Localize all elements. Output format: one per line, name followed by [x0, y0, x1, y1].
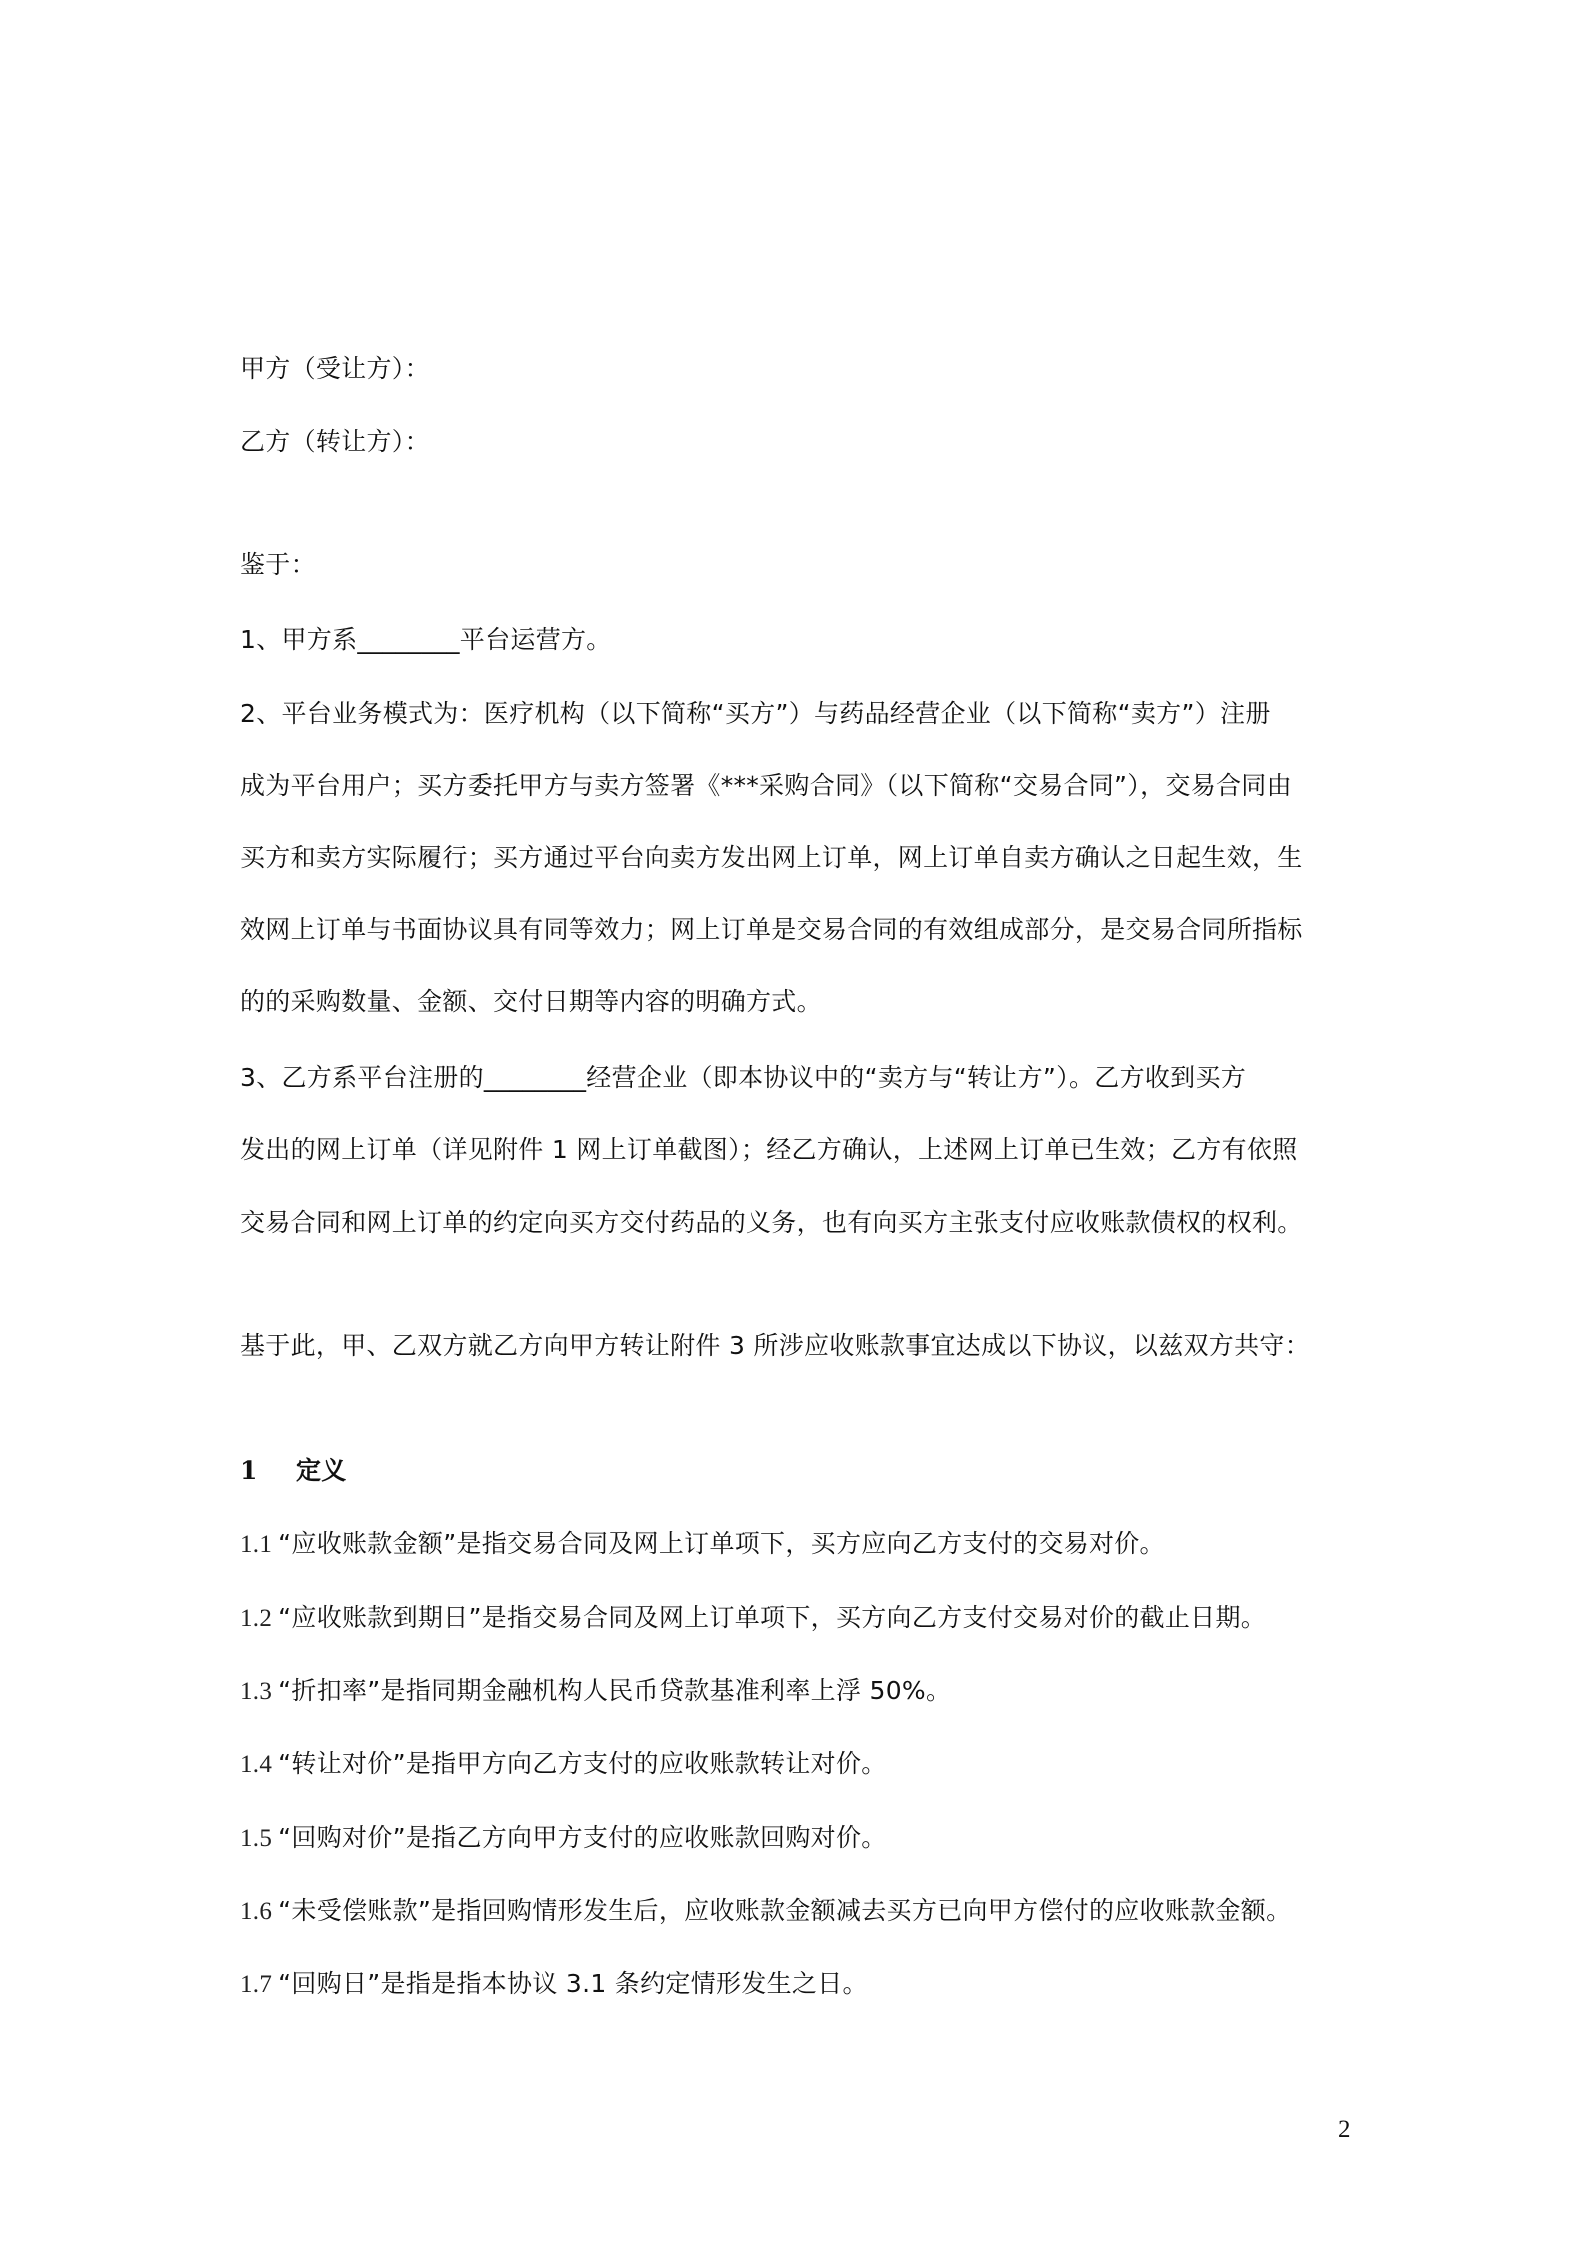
- definition-number: 1.6: [240, 1898, 273, 1925]
- definition-number: 1.4: [240, 1751, 273, 1778]
- definition-item: [240, 1600, 1266, 1637]
- recital-line: 效网上订单与书面协议具有同等效力；网上订单是交易合同的有效组成部分，是交易合同所指标: [240, 915, 1303, 944]
- definition-text: “转让对价”是指甲方向乙方支付的应收账款转让对价。: [278, 1749, 887, 1778]
- page-number: 2: [1338, 2116, 1351, 2143]
- whereas-label: 鉴于：: [240, 550, 316, 579]
- definition-item: [240, 1526, 1165, 1563]
- definition-item: [240, 1673, 951, 1710]
- definition-text: “折扣率”是指同期金融机构人民币贷款基准利率上浮 50%。: [278, 1676, 952, 1705]
- definition-item: [240, 1966, 868, 2003]
- definition-number: 1.2: [240, 1605, 273, 1632]
- definition-number: 1.5: [240, 1825, 273, 1852]
- recital-line: 买方和卖方实际履行；买方通过平台向卖方发出网上订单，网上订单自卖方确认之日起生效，生: [240, 843, 1303, 872]
- definition-text: “回购日”是指是指本协议 3.1 条约定情形发生之日。: [278, 1969, 868, 1998]
- definition-item: [240, 1746, 887, 1783]
- section-title: 定义: [296, 1456, 347, 1485]
- recital-line: 成为平台用户；买方委托甲方与卖方签署《***采购合同》（以下简称“交易合同”），交易合同由: [240, 771, 1292, 800]
- definition-text: “应收账款到期日”是指交易合同及网上订单项下，买方向乙方支付交易对价的截止日期。: [278, 1603, 1267, 1632]
- agreement-intro: 基于此，甲、乙双方就乙方向甲方转让附件 3 所涉应收账款事宜达成以下协议，以兹双方共守：: [240, 1331, 1311, 1360]
- section-heading: [240, 1453, 347, 1489]
- recital-line: 2、平台业务模式为：医疗机构（以下简称“买方”）与药品经营企业（以下简称“卖方”）注册: [240, 699, 1271, 728]
- recital-line: 1、甲方系________平台运营方。: [240, 625, 612, 654]
- recital-line: 的的采购数量、金额、交付日期等内容的明确方式。: [240, 987, 822, 1016]
- definition-item: [240, 1820, 887, 1857]
- definition-text: “未受偿账款”是指回购情形发生后，应收账款金额减去买方已向甲方偿付的应收账款金额。: [278, 1896, 1292, 1925]
- definition-text: “应收账款金额”是指交易合同及网上订单项下，买方应向乙方支付的交易对价。: [278, 1529, 1165, 1558]
- recital-line: 交易合同和网上订单的约定向买方交付药品的义务，也有向买方主张支付应收账款债权的权利。: [240, 1208, 1303, 1237]
- recital-line: 3、乙方系平台注册的________经营企业（即本协议中的“卖方与“转让方”）。乙方收到买方: [240, 1063, 1247, 1092]
- definition-text: “回购对价”是指乙方向甲方支付的应收账款回购对价。: [278, 1823, 887, 1852]
- party-b-label: 乙方（转让方）：: [240, 427, 430, 456]
- party-a-label: 甲方（受让方）：: [240, 354, 430, 383]
- definition-number: 1.1: [240, 1531, 273, 1558]
- definition-item: [240, 1893, 1291, 1930]
- definition-number: 1.7: [240, 1971, 273, 1998]
- definition-number: 1.3: [240, 1678, 273, 1705]
- recital-line: 发出的网上订单（详见附件 1 网上订单截图）；经乙方确认，上述网上订单已生效；乙方有依照: [240, 1135, 1298, 1164]
- section-number: 1: [240, 1456, 258, 1485]
